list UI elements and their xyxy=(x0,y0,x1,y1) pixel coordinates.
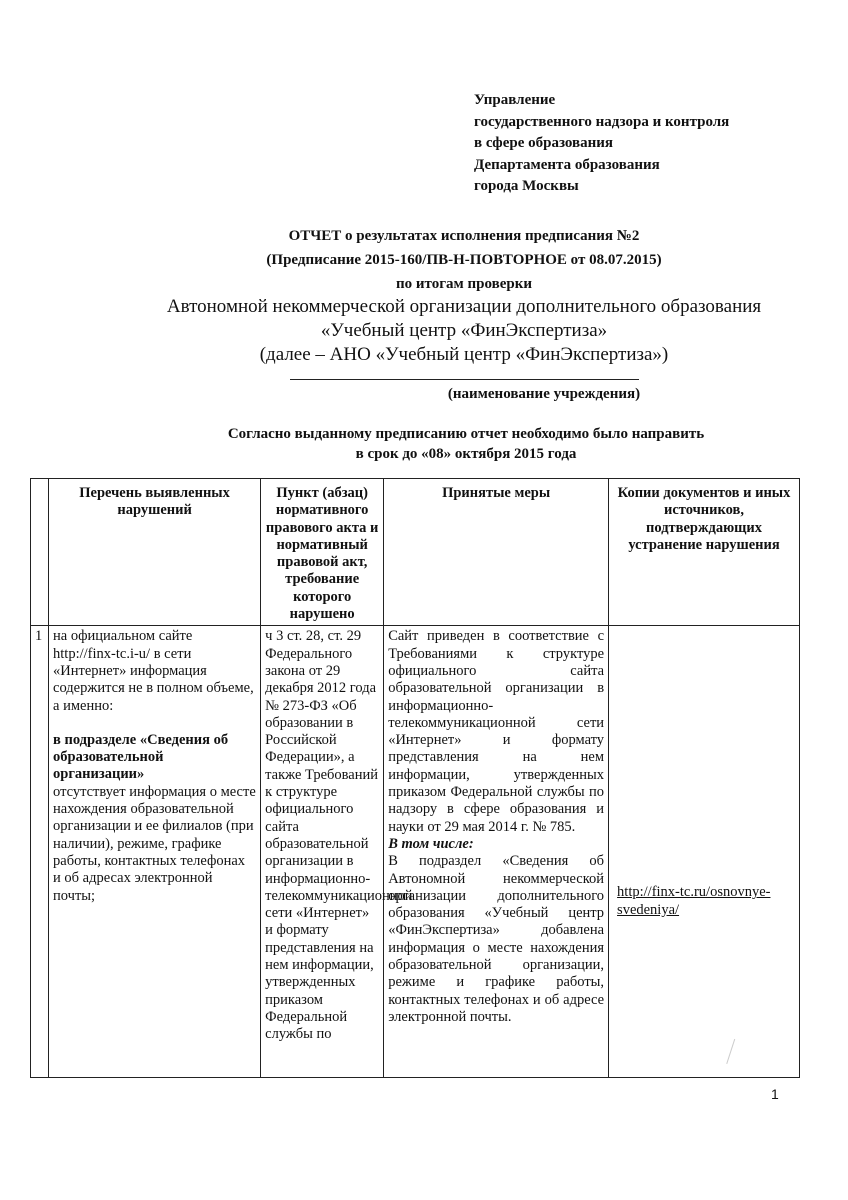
evidence-cell xyxy=(609,626,800,1078)
addressee-line: государственного надзора и контроля xyxy=(474,113,730,130)
report-title: ОТЧЕТ о результатах исполнения предписания №2 xyxy=(288,228,640,244)
addressee-block xyxy=(474,90,804,198)
violation-cell xyxy=(49,626,261,1078)
evidence-link[interactable]: http://finx-tc.ru/osnovnye-svedeniya/ xyxy=(617,884,771,918)
table-row xyxy=(31,626,800,1078)
header-violations: Перечень выявленных нарушений xyxy=(49,479,261,626)
addressee-line: Департамента образования xyxy=(474,156,660,173)
measures-cell xyxy=(384,626,609,1078)
page-number: 1 xyxy=(771,1086,779,1102)
prescription-reference: (Предписание 2015-160/ПВ-Н-ПОВТОРНОЕ от 08.07.2015) xyxy=(266,252,662,268)
measures-detail: В подраздел «Сведения об Автономной некоммерческой организации дополнительного образования «Учебный центр «ФинЭкспертиза» добавлена информация о месте нахождения образовательной организации, режиме и графике работы, контактных телефонах и об адресе электронной почты. xyxy=(388,853,605,1025)
legal-norm-cell: ч 3 ст. 28, ст. 29 Федерального закона от 29 декабря 2012 года № 273-ФЗ «Об образовании в Российской Федерации», а также Требований к структуре официального сайта образовательной организации в информационно-телекоммуникационной сети «Интернет» и формату представления на нем информации, утвержденных приказом Федеральной службы по xyxy=(261,626,384,1078)
row-number: 1 xyxy=(31,626,49,1078)
header-evidence: Копии документов и иных источников, подтверждающих устранение нарушения xyxy=(609,479,800,626)
inspection-subtitle: по итогам проверки xyxy=(396,276,532,292)
organization-name-line: «Учебный центр «ФинЭкспертиза» xyxy=(320,320,608,341)
signature-underline xyxy=(290,379,639,380)
header-number xyxy=(31,479,49,626)
addressee-line: Управление xyxy=(474,92,556,108)
measures-main: Сайт приведен в соответствие с Требованиями к структуре официального сайта образовательной организации в информационно-телекоммуникационной сети «Интернет» и формату представления на нем информации, утвержденных приказом Федеральной службы по надзору в сфере образования и науки от 29 мая 2014 г. № 785. xyxy=(388,628,605,835)
addressee-line: в сфере образования xyxy=(474,135,614,151)
violation-section: в подразделе «Сведения об образовательной организации» xyxy=(53,731,229,783)
addressee-line: города Москвы xyxy=(474,178,579,194)
violation-intro: на официальном сайте http://finx-tc.i-u/ в сети «Интернет» информация содержится не в полном объеме, а именно: xyxy=(53,628,254,714)
table-header-row xyxy=(31,479,800,626)
violation-details: отсутствует информация о месте нахождения образовательной организации и ее филиалов (при наличии), режиме, графике работы, контактных телефонах и об адресах электронной почты; xyxy=(53,783,256,904)
deadline-text: Согласно выданному предписанию отчет необходимо было направить xyxy=(227,426,705,442)
header-legal-norm: Пункт (абзац) нормативного правового акта и нормативный правовой акт, требование которого нарушено xyxy=(261,479,384,626)
organization-short-name: (далее – АНО «Учебный центр «ФинЭкспертиза») xyxy=(259,344,669,365)
measures-subheading: В том числе: xyxy=(388,835,474,852)
organization-name-line: Автономной некоммерческой организации дополнительного образования xyxy=(166,296,762,317)
report-table xyxy=(30,478,800,1078)
header-measures: Принятые меры xyxy=(384,479,609,626)
institution-caption: (наименование учреждения) xyxy=(447,386,641,402)
deadline-date: в срок до «08» октября 2015 года xyxy=(355,446,577,462)
